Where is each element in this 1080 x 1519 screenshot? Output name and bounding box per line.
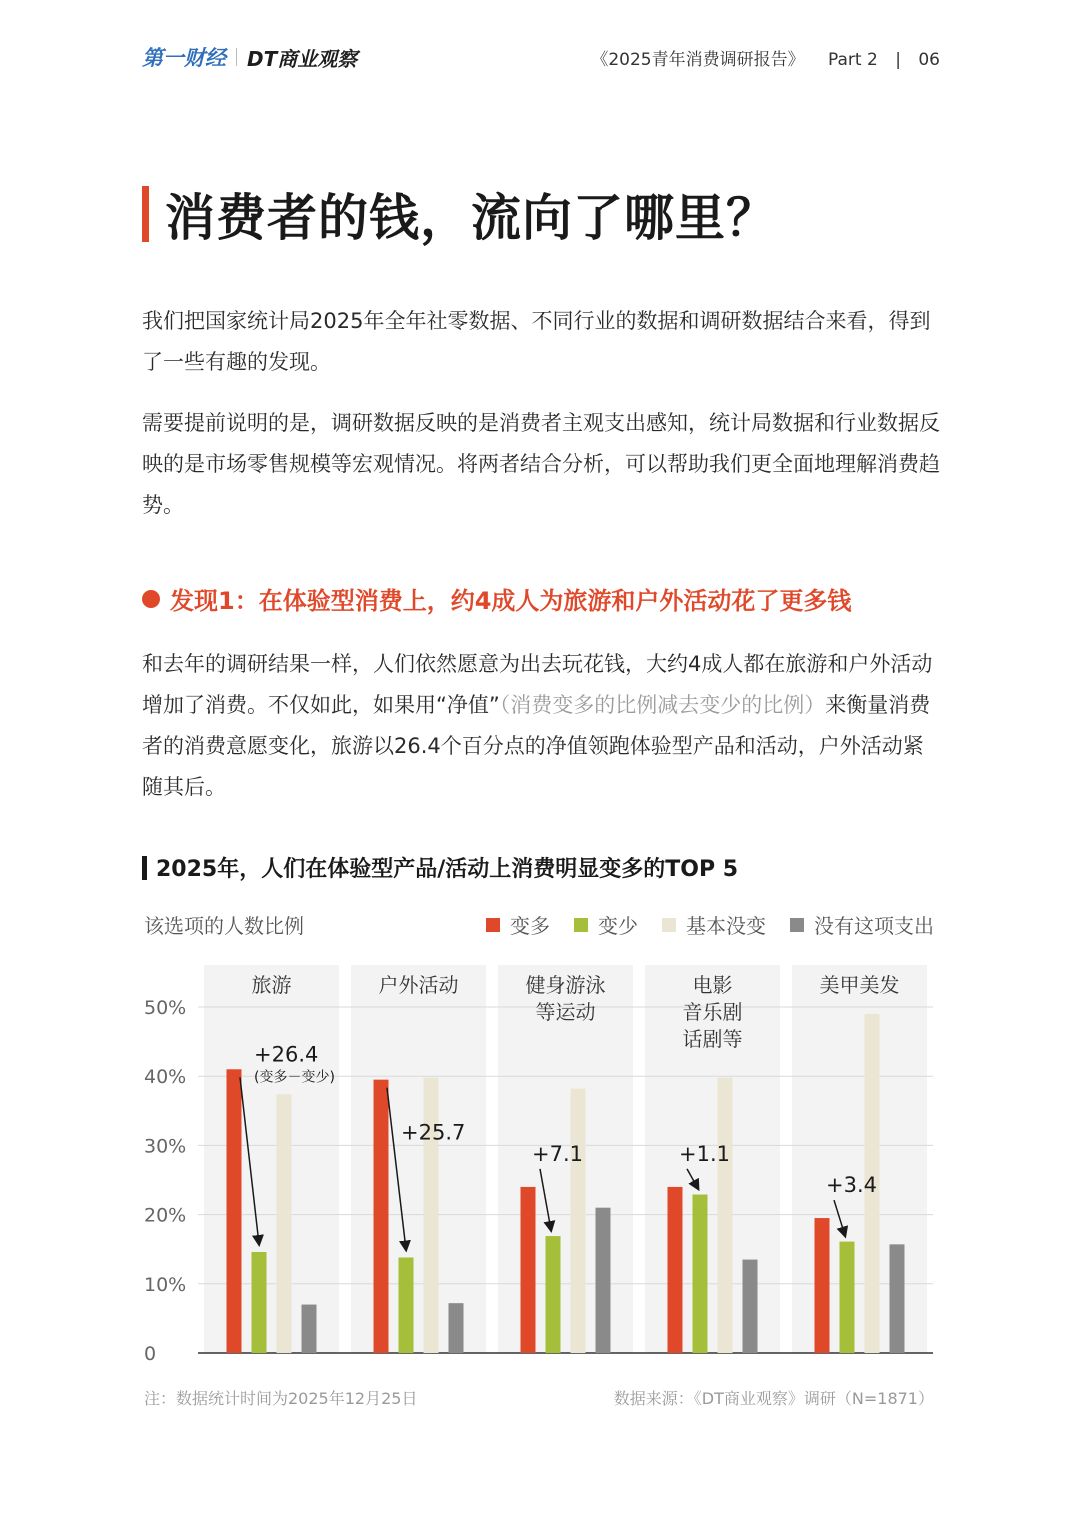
category-label: 美甲美发 bbox=[819, 973, 900, 997]
category-label: 旅游 bbox=[251, 973, 292, 997]
bar bbox=[571, 1089, 586, 1353]
net-value-label: +1.1 bbox=[679, 1141, 730, 1166]
bar bbox=[743, 1260, 758, 1353]
bar bbox=[399, 1258, 414, 1353]
legend-item-same bbox=[662, 910, 766, 939]
yicai-logo: 第一财经 bbox=[142, 46, 226, 70]
intro-paragraph-2: 需要提前说明的是，调研数据反映的是消费者主观支出感知，统计局数据和行业数据反映的是市场零售规模等宏观情况。将两者结合分析，可以帮助我们更全面地理解消费趋势。 bbox=[142, 411, 940, 517]
chart-legend bbox=[462, 910, 934, 939]
part-label: Part 2 bbox=[828, 49, 878, 70]
net-value-label: +3.4 bbox=[826, 1173, 877, 1198]
bar bbox=[227, 1069, 242, 1353]
report-name: 《2025青年消费调研报告》 bbox=[591, 49, 805, 70]
chart-y-label: 该选项的人数比例 bbox=[144, 914, 304, 938]
finding-paragraph-note: （消费变多的比例减去变少的比例） bbox=[499, 693, 826, 717]
chart-footnote: 注：数据统计时间为2025年12月25日 bbox=[144, 1389, 418, 1408]
bar bbox=[815, 1218, 830, 1353]
y-tick-label: 50% bbox=[144, 997, 187, 1019]
category-label: 音乐剧 bbox=[682, 1000, 743, 1024]
bar bbox=[277, 1094, 292, 1353]
bar bbox=[668, 1187, 683, 1353]
page-title: 消费者的钱，流向了哪里？ bbox=[165, 189, 777, 247]
bar bbox=[718, 1078, 733, 1353]
header-divider: | bbox=[895, 49, 901, 70]
legend-swatch bbox=[486, 918, 500, 932]
finding-paragraph-part-b: 来衡量消费者的消费意愿变化，旅游以26.4个百分点的净值领跑体验型产品和活动，户外活动紧随其后。 bbox=[142, 693, 931, 799]
bar bbox=[840, 1242, 855, 1353]
page-header bbox=[142, 40, 940, 74]
y-tick-label: 10% bbox=[144, 1273, 187, 1296]
net-value-note: (变多－变少) bbox=[254, 1069, 335, 1086]
bar bbox=[596, 1208, 611, 1353]
chart-title-row bbox=[142, 852, 738, 883]
category-label: 等运动 bbox=[535, 1000, 596, 1024]
legend-item-less bbox=[574, 910, 638, 939]
bar bbox=[374, 1080, 389, 1353]
y-tick-label: 20% bbox=[144, 1204, 187, 1227]
finding-paragraph-part-a: 和去年的调研结果一样，人们依然愿意为出去玩花钱，大约4成人都在旅游和户外活动增加了消费。不仅如此，如果用“净值” bbox=[142, 652, 933, 717]
y-tick-label: 30% bbox=[144, 1135, 187, 1158]
legend-label: 没有这项支出 bbox=[814, 914, 934, 938]
bar-chart bbox=[140, 955, 940, 1365]
category-panel bbox=[204, 965, 339, 1353]
net-value-label: +25.7 bbox=[401, 1120, 466, 1145]
legend-label: 变少 bbox=[598, 914, 638, 938]
legend-swatch bbox=[790, 918, 804, 932]
header-report-info bbox=[591, 45, 940, 70]
category-panel bbox=[792, 965, 927, 1353]
bar bbox=[546, 1236, 561, 1353]
category-label: 户外活动 bbox=[378, 973, 459, 997]
chart-title: 2025年，人们在体验型产品/活动上消费明显变多的TOP 5 bbox=[156, 857, 739, 882]
title-row bbox=[142, 178, 777, 250]
y-tick-label: 0 bbox=[144, 1343, 157, 1365]
logos bbox=[142, 42, 357, 72]
bullet-dot-icon bbox=[142, 590, 160, 608]
dt-logo: DT商业观察 bbox=[247, 46, 358, 71]
bar bbox=[693, 1195, 708, 1353]
bar bbox=[890, 1244, 905, 1353]
legend-swatch bbox=[662, 918, 676, 932]
legend-swatch bbox=[574, 918, 588, 932]
bar bbox=[302, 1305, 317, 1353]
legend-label: 变多 bbox=[510, 914, 550, 938]
bar bbox=[252, 1252, 267, 1353]
category-panel bbox=[351, 965, 486, 1353]
legend-item-none bbox=[790, 910, 934, 939]
bar bbox=[449, 1303, 464, 1353]
bar bbox=[424, 1078, 439, 1353]
category-label: 话剧等 bbox=[682, 1027, 743, 1051]
category-label: 电影 bbox=[692, 973, 733, 997]
net-value-label: +26.4 bbox=[254, 1042, 319, 1067]
finding-paragraph bbox=[142, 644, 942, 808]
intro-paragraph-1: 我们把国家统计局2025年全年社零数据、不同行业的数据和调研数据结合来看，得到了一些有趣的发现。 bbox=[142, 309, 931, 374]
logo-divider bbox=[236, 48, 237, 66]
legend-item-more bbox=[486, 910, 550, 939]
net-value-label: +7.1 bbox=[532, 1141, 583, 1166]
title-accent-bar bbox=[142, 186, 149, 242]
category-label: 健身游泳 bbox=[525, 973, 606, 997]
y-tick-label: 40% bbox=[144, 1066, 187, 1089]
finding-heading bbox=[142, 581, 851, 616]
page-number: 06 bbox=[918, 49, 940, 70]
bar bbox=[521, 1187, 536, 1353]
chart-title-accent-bar bbox=[142, 856, 147, 880]
legend-label: 基本没变 bbox=[686, 914, 766, 938]
chart-source: 数据来源：《DT商业观察》调研（N=1871） bbox=[613, 1389, 934, 1408]
finding-text: 发现1：在体验型消费上，约4成人为旅游和户外活动花了更多钱 bbox=[170, 587, 852, 615]
